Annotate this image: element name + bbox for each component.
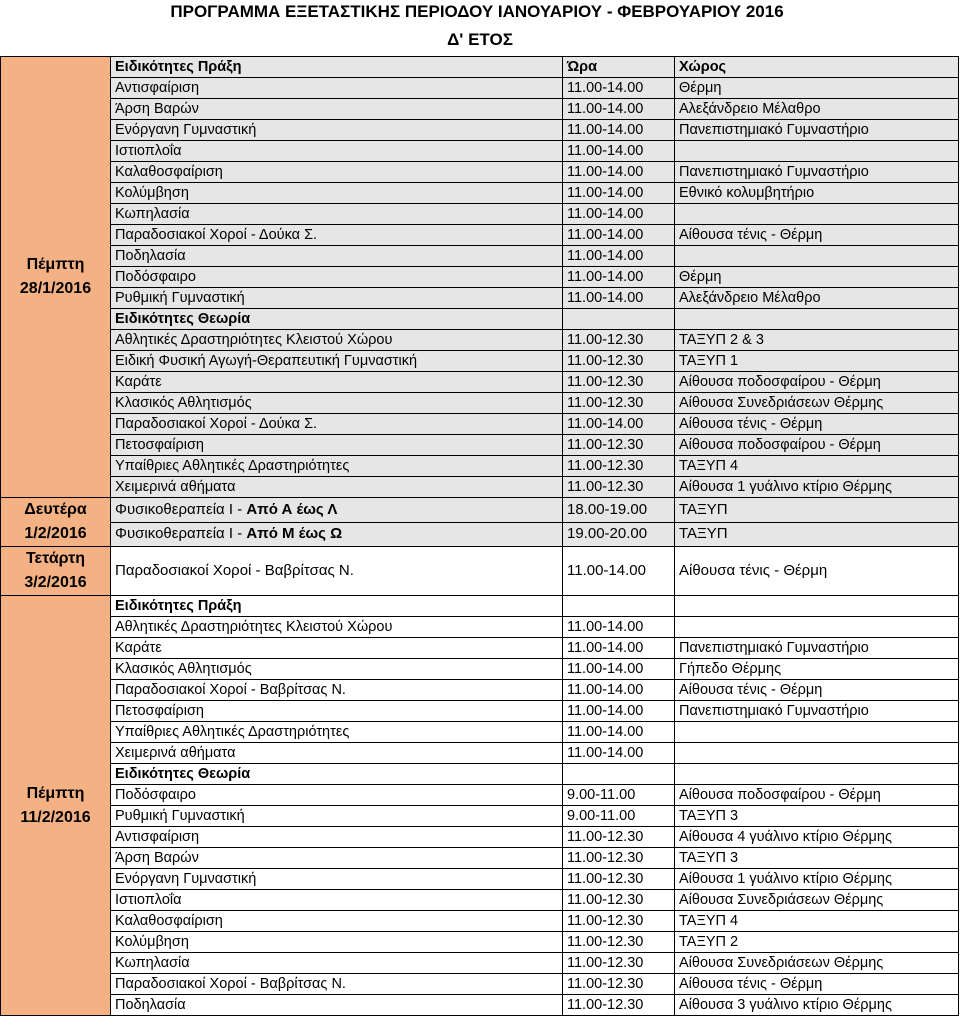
schedule-row bbox=[1, 141, 959, 162]
place-cell bbox=[675, 743, 959, 764]
schedule-row bbox=[1, 351, 959, 372]
schedule-row bbox=[1, 911, 959, 932]
schedule-row bbox=[1, 680, 959, 701]
time-cell: 11.00-12.30 bbox=[563, 890, 675, 911]
place-cell: ΤΑΞΥΠ bbox=[675, 498, 959, 523]
day-name: Δευτέρα bbox=[24, 501, 87, 518]
course-label: Φυσικοθεραπεία Ι - bbox=[115, 500, 247, 518]
course-cell: Κολύμβηση bbox=[111, 932, 563, 953]
place-cell: ΤΑΞΥΠ 4 bbox=[675, 456, 959, 477]
schedule-row bbox=[1, 617, 959, 638]
schedule-row bbox=[1, 120, 959, 141]
schedule-row bbox=[1, 477, 959, 498]
header-course: Ειδικότητες Πράξη bbox=[111, 57, 563, 78]
time-cell: 11.00-12.30 bbox=[563, 393, 675, 414]
course-cell: Καράτε bbox=[111, 638, 563, 659]
place-cell: Γήπεδο Θέρμης bbox=[675, 659, 959, 680]
course-cell: Κωπηλασία bbox=[111, 953, 563, 974]
day-date: 3/2/2016 bbox=[24, 574, 87, 591]
schedule-body bbox=[1, 57, 959, 1016]
course-group-range: Από Μ έως Ω bbox=[246, 525, 343, 543]
course-cell bbox=[111, 522, 563, 547]
day-date: 28/1/2016 bbox=[19, 280, 92, 297]
section-heading: Ειδικότητες Πράξη bbox=[111, 596, 563, 617]
time-cell: 11.00-14.00 bbox=[563, 78, 675, 99]
time-cell: 11.00-14.00 bbox=[563, 743, 675, 764]
place-cell: Θέρμη bbox=[675, 267, 959, 288]
time-cell: 11.00-14.00 bbox=[563, 141, 675, 162]
time-cell: 11.00-12.30 bbox=[563, 995, 675, 1016]
time-cell: 11.00-14.00 bbox=[563, 638, 675, 659]
course-cell: Καλαθοσφαίριση bbox=[111, 162, 563, 183]
day-cell bbox=[1, 498, 111, 547]
place-cell: Αίθουσα ποδοσφαίρου - Θέρμη bbox=[675, 435, 959, 456]
course-cell: Αθλητικές Δραστηριότητες Κλειστού Χώρου bbox=[111, 617, 563, 638]
course-cell: Ποδόσφαιρο bbox=[111, 785, 563, 806]
place-cell: Αίθουσα 3 γυάλινο κτίριο Θέρμης bbox=[675, 995, 959, 1016]
place-cell: Αλεξάνδρειο Μέλαθρο bbox=[675, 288, 959, 309]
schedule-row bbox=[1, 722, 959, 743]
schedule-row bbox=[1, 393, 959, 414]
time-cell: 11.00-12.30 bbox=[563, 911, 675, 932]
course-cell: Καλαθοσφαίριση bbox=[111, 911, 563, 932]
time-cell: 11.00-12.30 bbox=[563, 435, 675, 456]
course-cell: Πετοσφαίριση bbox=[111, 435, 563, 456]
course-cell: Χειμερινά αθήματα bbox=[111, 743, 563, 764]
course-cell: Παραδοσιακοί Χοροί - Δούκα Σ. bbox=[111, 225, 563, 246]
day-date: 1/2/2016 bbox=[24, 525, 87, 542]
day-date: 11/2/2016 bbox=[20, 808, 91, 826]
schedule-row bbox=[1, 743, 959, 764]
schedule-row bbox=[1, 547, 959, 596]
place-cell: Αίθουσα ποδοσφαίρου - Θέρμη bbox=[675, 785, 959, 806]
place-cell: Αίθουσα τένις - Θέρμη bbox=[675, 414, 959, 435]
course-cell: Υπαίθριες Αθλητικές Δραστηριότητες bbox=[111, 722, 563, 743]
course-cell: Κλασικός Αθλητισμός bbox=[111, 393, 563, 414]
schedule-row bbox=[1, 995, 959, 1016]
course-cell: Ενόργανη Γυμναστική bbox=[111, 869, 563, 890]
day-name: Πέμπτη bbox=[26, 256, 85, 273]
time-cell: 9.00-11.00 bbox=[563, 806, 675, 827]
place-cell: Αίθουσα 1 γυάλινο κτίριο Θέρμης bbox=[675, 477, 959, 498]
course-cell: Παραδοσιακοί Χοροί - Βαβρίτσας Ν. bbox=[111, 547, 563, 596]
place-cell: Αίθουσα τένις - Θέρμη bbox=[675, 680, 959, 701]
section-row bbox=[1, 596, 959, 617]
page-subtitle: Δ' ΕΤΟΣ bbox=[447, 30, 513, 49]
place-cell: Αίθουσα τένις - Θέρμη bbox=[675, 547, 959, 596]
course-cell: Ρυθμική Γυμναστική bbox=[111, 288, 563, 309]
schedule-row bbox=[1, 522, 959, 547]
time-cell: 11.00-12.30 bbox=[563, 827, 675, 848]
time-cell: 11.00-14.00 bbox=[563, 701, 675, 722]
schedule-row bbox=[1, 288, 959, 309]
course-cell: Παραδοσιακοί Χοροί - Δούκα Σ. bbox=[111, 414, 563, 435]
place-cell: Αίθουσα Συνεδριάσεων Θέρμης bbox=[675, 953, 959, 974]
time-cell: 11.00-14.00 bbox=[563, 722, 675, 743]
place-cell: ΤΑΞΥΠ 4 bbox=[675, 911, 959, 932]
course-cell bbox=[111, 498, 563, 523]
day-cell bbox=[1, 57, 111, 498]
schedule-row bbox=[1, 330, 959, 351]
course-cell: Ιστιοπλοΐα bbox=[111, 141, 563, 162]
time-cell: 11.00-14.00 bbox=[563, 204, 675, 225]
place-cell bbox=[675, 309, 959, 330]
time-cell: 11.00-14.00 bbox=[563, 120, 675, 141]
course-cell: Ενόργανη Γυμναστική bbox=[111, 120, 563, 141]
schedule-row bbox=[1, 246, 959, 267]
schedule-row bbox=[1, 99, 959, 120]
schedule-row bbox=[1, 890, 959, 911]
time-cell: 11.00-12.30 bbox=[563, 932, 675, 953]
place-cell: Αίθουσα Συνεδριάσεων Θέρμης bbox=[675, 393, 959, 414]
time-cell: 11.00-12.30 bbox=[563, 869, 675, 890]
course-label: Φυσικοθεραπεία Ι - bbox=[115, 525, 247, 543]
time-cell bbox=[563, 764, 675, 785]
schedule-row bbox=[1, 659, 959, 680]
time-cell bbox=[563, 309, 675, 330]
time-cell: 11.00-14.00 bbox=[563, 659, 675, 680]
header-row bbox=[1, 57, 959, 78]
course-cell: Αντισφαίριση bbox=[111, 827, 563, 848]
header-place: Χώρος bbox=[675, 57, 959, 78]
time-cell: 11.00-12.30 bbox=[563, 330, 675, 351]
time-cell: 11.00-14.00 bbox=[563, 680, 675, 701]
time-cell: 11.00-14.00 bbox=[563, 547, 675, 596]
place-cell: Αλεξάνδρειο Μέλαθρο bbox=[675, 99, 959, 120]
time-cell: 11.00-12.30 bbox=[563, 477, 675, 498]
course-cell: Ειδική Φυσική Αγωγή-Θεραπευτική Γυμναστική bbox=[111, 351, 563, 372]
course-cell: Ιστιοπλοΐα bbox=[111, 890, 563, 911]
time-cell: 11.00-14.00 bbox=[563, 617, 675, 638]
course-cell: Καράτε bbox=[111, 372, 563, 393]
section-heading: Ειδικότητες Θεωρία bbox=[111, 764, 563, 785]
place-cell: Αίθουσα 4 γυάλινο κτίριο Θέρμης bbox=[675, 827, 959, 848]
place-cell: ΤΑΞΥΠ bbox=[675, 522, 959, 547]
time-cell: 19.00-20.00 bbox=[563, 522, 675, 547]
time-cell: 11.00-14.00 bbox=[563, 99, 675, 120]
page-title: ΠΡΟΓΡΑΜΜΑ ΕΞΕΤΑΣΤΙΚΗΣ ΠΕΡΙΟΔΟΥ ΙΑΝΟΥΑΡΙΟΥ - ΦΕΒΡΟΥΑΡΙΟΥ 2016 bbox=[170, 2, 784, 21]
time-cell: 11.00-12.30 bbox=[563, 372, 675, 393]
schedule-row bbox=[1, 372, 959, 393]
time-cell: 11.00-12.30 bbox=[563, 351, 675, 372]
schedule-row bbox=[1, 498, 959, 523]
schedule-row bbox=[1, 456, 959, 477]
schedule-row bbox=[1, 78, 959, 99]
schedule-row bbox=[1, 785, 959, 806]
place-cell: ΤΑΞΥΠ 2 & 3 bbox=[675, 330, 959, 351]
time-cell: 11.00-14.00 bbox=[563, 225, 675, 246]
exam-schedule-table bbox=[0, 56, 959, 1016]
place-cell: ΤΑΞΥΠ 3 bbox=[675, 848, 959, 869]
place-cell: ΤΑΞΥΠ 3 bbox=[675, 806, 959, 827]
time-cell: 11.00-12.30 bbox=[563, 456, 675, 477]
schedule-row bbox=[1, 414, 959, 435]
place-cell bbox=[675, 617, 959, 638]
time-cell: 11.00-14.00 bbox=[563, 246, 675, 267]
place-cell bbox=[675, 141, 959, 162]
section-row bbox=[1, 764, 959, 785]
time-cell: 11.00-14.00 bbox=[563, 183, 675, 204]
time-cell: 11.00-14.00 bbox=[563, 414, 675, 435]
place-cell: Εθνικό κολυμβητήριο bbox=[675, 183, 959, 204]
time-cell: 11.00-12.30 bbox=[563, 953, 675, 974]
course-cell: Παραδοσιακοί Χοροί - Βαβρίτσας Ν. bbox=[111, 680, 563, 701]
place-cell: Πανεπιστημιακό Γυμναστήριο bbox=[675, 120, 959, 141]
schedule-row bbox=[1, 953, 959, 974]
course-cell: Πετοσφαίριση bbox=[111, 701, 563, 722]
place-cell: Αίθουσα 1 γυάλινο κτίριο Θέρμης bbox=[675, 869, 959, 890]
course-cell: Ποδόσφαιρο bbox=[111, 267, 563, 288]
schedule-row bbox=[1, 806, 959, 827]
course-cell: Κωπηλασία bbox=[111, 204, 563, 225]
place-cell: ΤΑΞΥΠ 2 bbox=[675, 932, 959, 953]
place-cell bbox=[675, 596, 959, 617]
header-time: Ώρα bbox=[563, 57, 675, 78]
section-heading: Ειδικότητες Θεωρία bbox=[111, 309, 563, 330]
schedule-row bbox=[1, 225, 959, 246]
schedule-row bbox=[1, 869, 959, 890]
course-cell: Αντισφαίριση bbox=[111, 78, 563, 99]
day-cell bbox=[1, 547, 111, 596]
place-cell bbox=[675, 764, 959, 785]
schedule-row bbox=[1, 701, 959, 722]
time-cell: 11.00-14.00 bbox=[563, 267, 675, 288]
day-name: Τετάρτη bbox=[25, 550, 86, 567]
course-cell: Ποδηλασία bbox=[111, 995, 563, 1016]
schedule-row bbox=[1, 974, 959, 995]
place-cell: Αίθουσα τένις - Θέρμη bbox=[675, 225, 959, 246]
schedule-row bbox=[1, 932, 959, 953]
time-cell: 9.00-11.00 bbox=[563, 785, 675, 806]
place-cell: ΤΑΞΥΠ 1 bbox=[675, 351, 959, 372]
schedule-row bbox=[1, 848, 959, 869]
course-cell: Άρση Βαρών bbox=[111, 848, 563, 869]
course-cell: Άρση Βαρών bbox=[111, 99, 563, 120]
place-cell: Αίθουσα ποδοσφαίρου - Θέρμη bbox=[675, 372, 959, 393]
schedule-row bbox=[1, 435, 959, 456]
course-cell: Κλασικός Αθλητισμός bbox=[111, 659, 563, 680]
time-cell bbox=[563, 596, 675, 617]
time-cell: 11.00-12.30 bbox=[563, 848, 675, 869]
schedule-row bbox=[1, 267, 959, 288]
place-cell: Θέρμη bbox=[675, 78, 959, 99]
course-cell: Χειμερινά αθήματα bbox=[111, 477, 563, 498]
place-cell: Αίθουσα Συνεδριάσεων Θέρμης bbox=[675, 890, 959, 911]
course-group-range: Από Α έως Λ bbox=[246, 500, 338, 518]
schedule-row bbox=[1, 204, 959, 225]
place-cell: Πανεπιστημιακό Γυμναστήριο bbox=[675, 701, 959, 722]
time-cell: 11.00-14.00 bbox=[563, 162, 675, 183]
course-cell: Αθλητικές Δραστηριότητες Κλειστού Χώρου bbox=[111, 330, 563, 351]
course-cell: Υπαίθριες Αθλητικές Δραστηριότητες bbox=[111, 456, 563, 477]
place-cell bbox=[675, 722, 959, 743]
place-cell bbox=[675, 246, 959, 267]
day-name: Πέμπτη bbox=[26, 784, 85, 802]
time-cell: 18.00-19.00 bbox=[563, 498, 675, 523]
place-cell: Πανεπιστημιακό Γυμναστήριο bbox=[675, 162, 959, 183]
place-cell bbox=[675, 204, 959, 225]
course-cell: Παραδοσιακοί Χοροί - Βαβρίτσας Ν. bbox=[111, 974, 563, 995]
course-cell: Ρυθμική Γυμναστική bbox=[111, 806, 563, 827]
course-cell: Κολύμβηση bbox=[111, 183, 563, 204]
section-row bbox=[1, 309, 959, 330]
place-cell: Πανεπιστημιακό Γυμναστήριο bbox=[675, 638, 959, 659]
schedule-row bbox=[1, 827, 959, 848]
time-cell: 11.00-14.00 bbox=[563, 288, 675, 309]
day-cell bbox=[1, 596, 111, 1016]
time-cell: 11.00-12.30 bbox=[563, 974, 675, 995]
course-cell: Ποδηλασία bbox=[111, 246, 563, 267]
schedule-row bbox=[1, 183, 959, 204]
schedule-row bbox=[1, 162, 959, 183]
schedule-row bbox=[1, 638, 959, 659]
place-cell: Αίθουσα τένις - Θέρμη bbox=[675, 974, 959, 995]
